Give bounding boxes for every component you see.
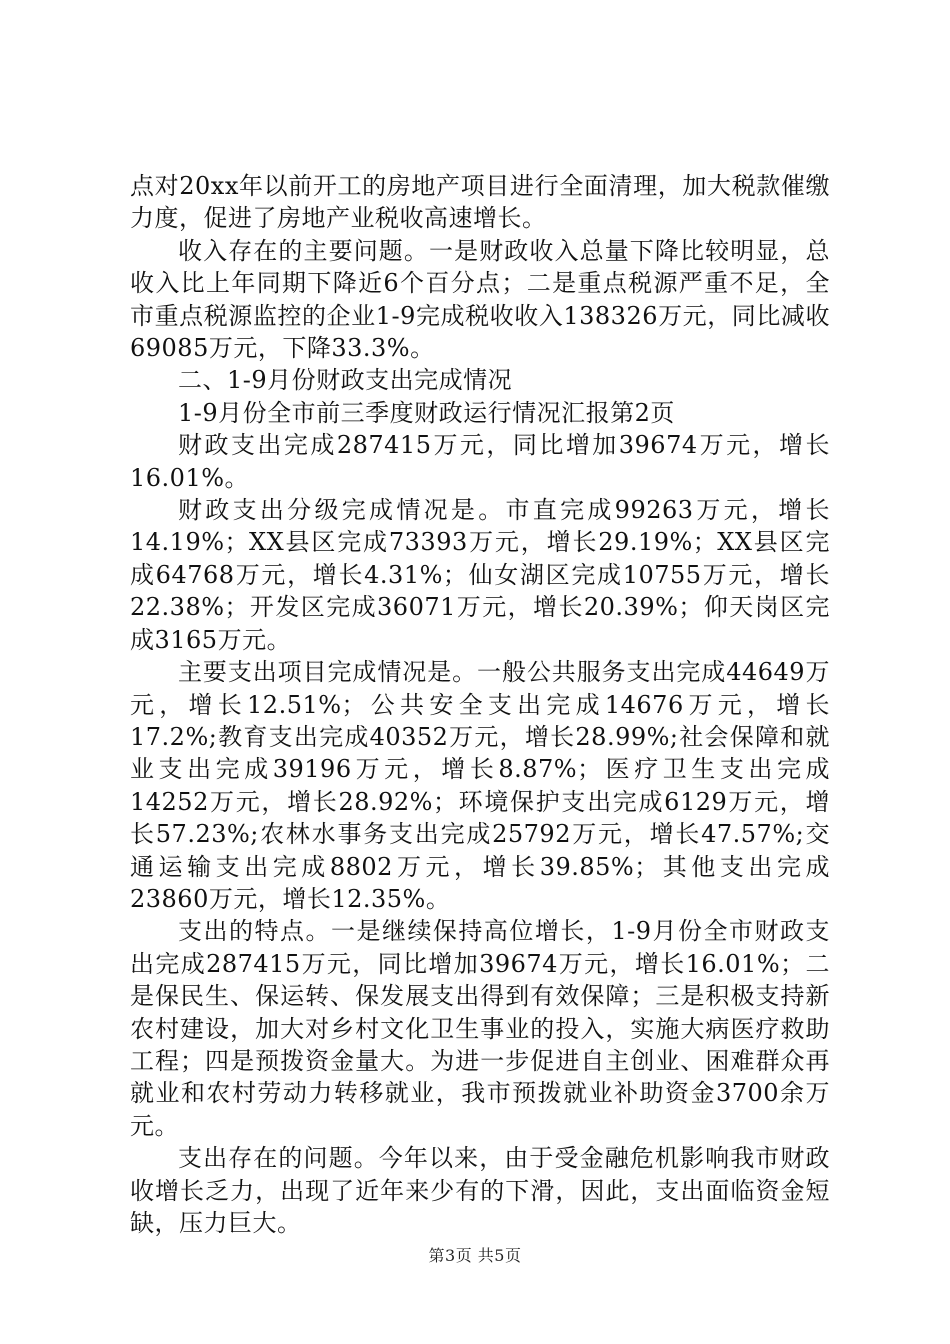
paragraph-expenditure-features: 支出的特点。一是继续保持高位增长，1-9月份全市财政支出完成287415万元，同比增加39674万元，增长16.01%；二是保民生、保运转、保发展支出得到有效保障；三是积极支持新农村建设，加大对乡村文化卫生事业的投入，实施大病医疗救助工程；四是预拨资金量大。为进一步促进自主创业、困难群众再就业和农村劳动力转移就业，我市预拨就业补助资金3700余万元。 xyxy=(130,917,830,1140)
paragraph-expenditure-problems: 支出存在的问题。今年以来，由于受金融危机影响我市财政收增长乏力，出现了近年来少有的下滑，因此，支出面临资金短缺，压力巨大。 xyxy=(130,1144,830,1237)
page-number-footer: 第3页 共5页 xyxy=(428,1246,522,1265)
paragraph-revenue-problems: 收入存在的主要问题。一是财政收入总量下降比较明显，总收入比上年同期下降近6个百分点；二是重点税源严重不足，全市重点税源监控的企业1-9完成税收收入138326万元，同比减收69085万元，下降33.3%。 xyxy=(130,236,830,363)
paragraph-expenditure-items: 主要支出项目完成情况是。一般公共服务支出完成44649万元，增长12.51%；公共安全支出完成14676万元，增长17.2%;教育支出完成40352万元，增长28.99%;社会保障和就业支出完成39196万元，增长8.87%；医疗卫生支出完成14252万元，增长28.92%；环境保护支出完成6129万元，增长57.23%;农林水事务支出完成25792万元，增长47.57%;交通运输支出完成8802万元，增长39.85%；其他支出完成23860万元，增长12.35%。 xyxy=(130,658,830,913)
document-body xyxy=(130,170,830,1239)
paragraph-expenditure-total: 财政支出完成287415万元，同比增加39674万元，增长16.01%。 xyxy=(130,431,830,492)
paragraph-expenditure-by-level: 财政支出分级完成情况是。市直完成99263万元，增长14.19%；XX县区完成73393万元，增长29.19%；XX县区完成64768万元，增长4.31%；仙女湖区完成10755万元，增长22.38%；开发区完成36071万元，增长20.39%；仰天岗区完成3165万元。 xyxy=(130,496,830,654)
running-header-line: 1-9月份全市前三季度财政运行情况汇报第2页 xyxy=(178,398,675,427)
paragraph-continuation: 点对20xx年以前开工的房地产项目进行全面清理，加大税款催缴力度，促进了房地产业税收高速增长。 xyxy=(130,172,830,233)
section-heading-expenditure: 二、1-9月份财政支出完成情况 xyxy=(178,366,513,395)
